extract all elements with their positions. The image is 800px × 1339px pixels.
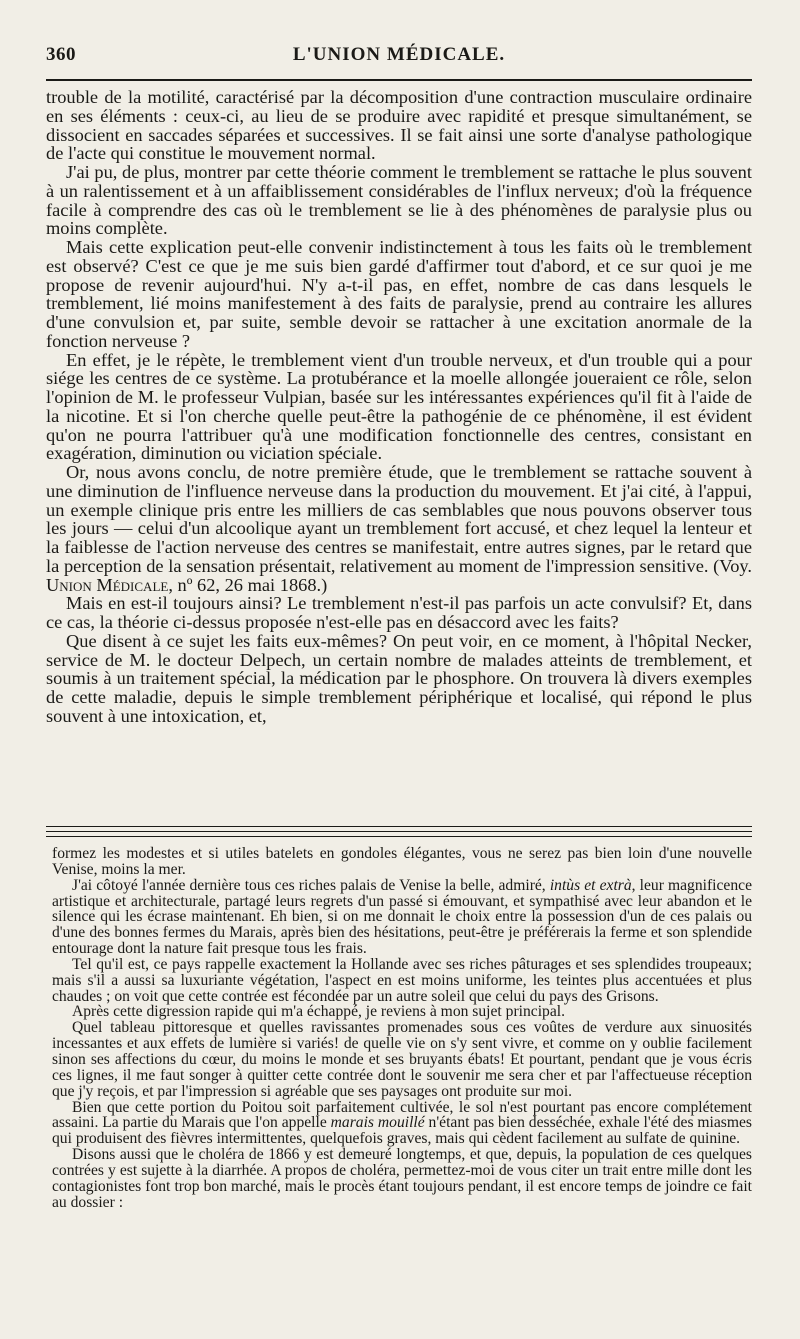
paragraph-1: trouble de la motilité, caractérisé par la décomposition d'une contraction musculaire ordinaire en ses éléments : ceux-ci, au lieu de se produire avec rapidité et presque simultanément, se dissocient en saccades séparées et successives. Il se fait ainsi une sorte d'analyse pathologique de l'acte qui constitue le mouvement normal. <box>46 87 752 164</box>
feuilleton-paragraph-2-text: J'ai côtoyé l'année dernière tous ces riches palais de Venise la belle, admiré, <box>72 876 550 894</box>
feuilleton-paragraph-2-rest: , leur magnificence artistique et architecturale, partagé leurs regrets d'un passé si émouvant, et sympathisé avec leur abandon et le silence qui les écrase maintenant. Eh bien, si on me donnait le choix entre la possession d'un de ces palais ou d'une des bonnes fermes du Marais, après bien des hésitations, peut-être je préférerais la ferme et son splendide entourage dont la nature fait presque tous les frais. <box>52 876 752 958</box>
feuilleton-paragraph-7: Disons aussi que le choléra de 1866 y est demeuré longtemps, et que, depuis, la population de ces quelques contrées y est sujette à la diarrhée. A propos de choléra, permettez-moi de vous citer un trait entre mille dont les contagionistes font trop bon marché, mais le procès étant toujours pendant, il est encore temps de joindre ce fait au dossier : <box>52 1146 752 1211</box>
page-header <box>46 44 752 74</box>
feuilleton-paragraph-5: Quel tableau pittoresque et quelles ravissantes promenades sous ces voûtes de verdure aux sinuosités incessantes et aux effets de lumière si variés! de quelle vie on s'y sent vivre, et comme on y oublie facilement sinon ses affections du cœur, du moins le monde et ses bruyants ébats! Et pourtant, pendant que je vous écris ces lignes, il me faut songer à quitter cette contrée dont le souvenir me sera cher et par l'affectueuse réception que j'y reçois, et par l'impression si agréable que ses paysages ont produite sur moi. <box>52 1019 752 1100</box>
latin-phrase: intùs et extrà <box>549 876 632 894</box>
feuilleton-paragraph-6-rest: n'étant pas bien desséchée, exhale l'été des miasmes qui produisent des fièvres intermittentes, quelquefois graves, mais qui cèdent facilement au sulfate de quinine. <box>52 1114 752 1148</box>
running-title: L'UNION MÉDICALE. <box>292 44 506 65</box>
feuilleton-separator-thin <box>46 836 752 837</box>
paragraph-2: J'ai pu, de plus, montrer par cette théorie comment le tremblement se rattache le plus souvent à un ralentissement et à un affaiblissement considérables de l'influx nerveux; d'où la fréquence facile à comprendre des cas où le tremblement se lie à des phénomènes de paralysie plus ou moins complète. <box>46 162 752 239</box>
marais-term: marais mouillé <box>330 1114 425 1132</box>
journal-reference: Union Médicale <box>46 574 169 595</box>
feuilleton-paragraph-6-text: Bien que cette portion du Poitou soit parfaitement cultivée, le sol n'est pourtant pas encore complétement assaini. La partie du Marais que l'on appelle <box>52 1098 752 1132</box>
feuilleton-paragraph-6 <box>52 1100 752 1148</box>
feuilleton-paragraph-3: Tel qu'il est, ce pays rappelle exactement la Hollande avec ses riches pâturages et ses splendides troupeaux; mais s'il a aussi sa luxuriante végétation, l'aspect en est moins uniforme, les teintes plus accentuées et plus chaudes ; on voit que cette contrée est fécondée par un autre soleil que celui du pays des Grisons. <box>52 955 752 1005</box>
feuilleton-paragraph-1: formez les modestes et si utiles batelets en gondoles élégantes, vous ne serez pas bien loin d'une nouvelle Venise, moins la mer. <box>52 845 752 878</box>
paragraph-5-text: Or, nous avons conclu, de notre première étude, que le tremblement se rattache souvent à une diminution de l'influence nerveuse dans la production du mouvement. Et j'ai cité, à l'appui, un exemple clinique pris entre les milliers de cas semblables que nous pouvons observer tous les jours — celui d'un alcoolique ayant un tremblement fort accusé, et chez lequel la lenteur et la faiblesse de l'action nerveuse des centres se manifestait, entre autres signes, par le retard que la perception de la sensation présentait, relativement au moment de l'impression sensitive. (Voy. <box>46 462 752 576</box>
header-rule <box>46 79 752 81</box>
paragraph-5 <box>46 463 752 594</box>
paragraph-3: Mais cette explication peut-elle convenir indistinctement à tous les faits où le tremblement est observé? C'est ce que je me suis bien gardé d'affirmer tout d'abord, et ce sur quoi je me propose de revenir aujourd'hui. N'y a-t-il pas, en effet, nombre de cas dans lesquels le tremblement, lié moins manifestement à des faits de paralysie, prend au contraire les allures d'une convulsion et, par suite, semble devoir se rattacher à une excitation anormale de la fonction nerveuse ? <box>46 237 752 351</box>
paragraph-7: Que disent à ce sujet les faits eux-mêmes? On peut voir, en ce moment, à l'hôpital Necker, service de M. le docteur Delpech, un certain nombre de malades atteints de tremblement, et soumis à un traitement spécial, la médication par le phosphore. On trouvera là divers exemples de cette maladie, depuis le simple tremblement périphérique et localisé, qui répond le plus souvent à une intoxication, et, <box>46 630 752 726</box>
main-article <box>46 88 752 726</box>
paragraph-6: Mais en est-il toujours ainsi? Le tremblement n'est-il pas parfois un acte convulsif? Et, dans ce cas, la théorie ci-dessus proposée n'est-elle pas en désaccord avec les faits? <box>46 593 752 632</box>
feuilleton-separator <box>46 826 752 832</box>
feuilleton-section <box>52 846 752 1210</box>
feuilleton-paragraph-4: Après cette digression rapide qui m'a échappé, je reviens à mon sujet principal. <box>72 1003 565 1021</box>
page-number: 360 <box>46 44 76 65</box>
paragraph-5-citation: , nº 62, 26 mai 1868.) <box>168 574 328 595</box>
paragraph-4: En effet, je le répète, le tremblement vient d'un trouble nerveux, et d'un trouble qui a pour siége les centres de ce système. La protubérance et la moelle allongée joueraient ce rôle, selon l'opinion de M. le professeur Vulpian, basée sur les intéressantes expériences qu'il fit à l'aide de la nicotine. Et si l'on cherche quelle peut-être la pathogénie de ce phénomène, il est évident qu'on ne pourra l'attribuer qu'à une modification fonctionnelle des centres, consistant en exagération, diminution ou viciation spéciale. <box>46 349 752 464</box>
feuilleton-paragraph-2 <box>52 878 752 957</box>
